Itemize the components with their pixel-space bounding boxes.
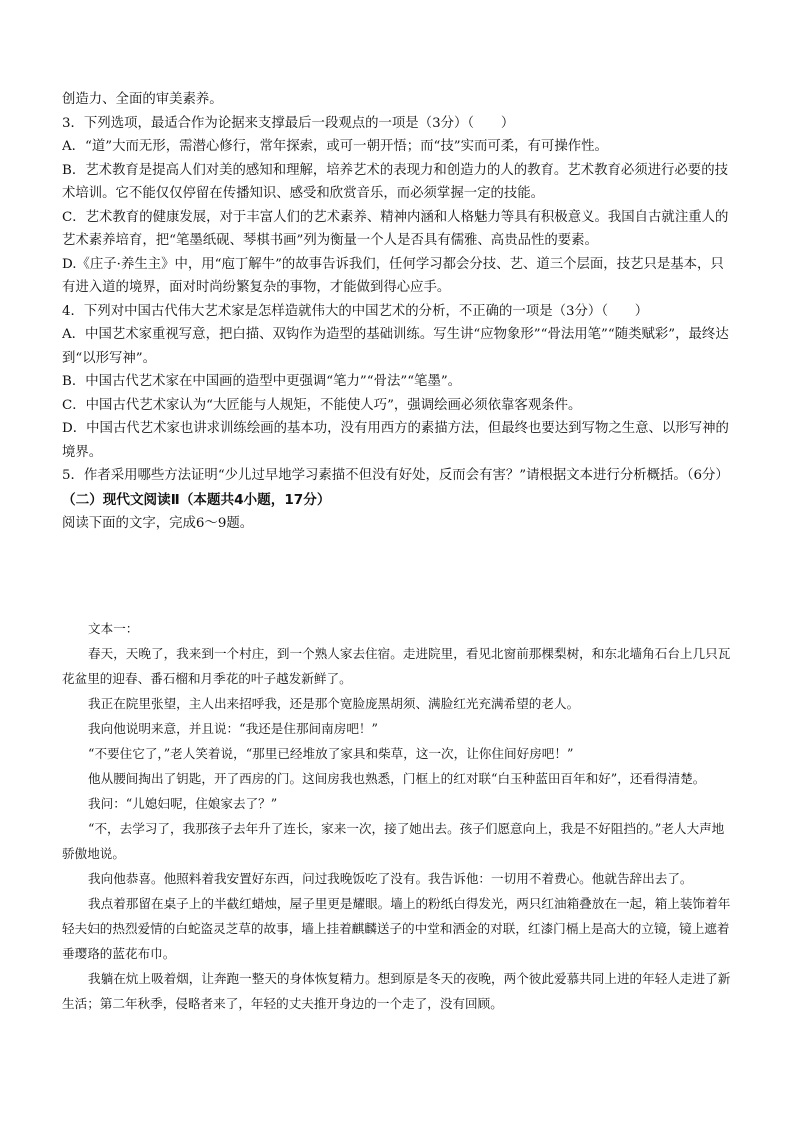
q3-stem: 3．下列选项，最适合作为论据来支撑最后一段观点的一项是（3分）（ ） xyxy=(62,115,515,131)
q4-option-d: D．中国古代艺术家也讲求训练绘画的基本功，没有用西方的素描方法，但最终也要达到写物之生意、以形写神的境界。 xyxy=(62,421,729,460)
q5-stem: 5．作者采用哪些方法证明“少儿过早地学习素描不但没有好处，反而会有害？”请根据文本进行分析概括。（6分） xyxy=(62,468,729,483)
story-text xyxy=(62,616,734,1016)
q3-option-d: D.《庄子·养生主》中，用“庖丁解牛”的故事告诉我们，任何学习都会分技、艺、道三个层面，技艺只是基本，只有进入道的境界，面对时尚纷繁复杂的事物，才能做到得心应手。 xyxy=(62,256,724,295)
story-label: 文本一： xyxy=(88,621,139,636)
story-paragraph: “不，去学习了，我那孩子去年升了连长，家来一次，接了她出去。孩子们愿意向上，我是不好阻挡的。”老人大声地骄傲地说。 xyxy=(62,821,725,861)
story-paragraph: 我正在院里张望，主人出来招呼我，还是那个宽脸庞黑胡须、满脸红光充满希望的老人。 xyxy=(88,696,580,711)
q4-option-c: C．中国古代艺术家认为“大匠能与人规矩，不能使人巧”，强调绘画必须依靠客观条件。 xyxy=(62,397,582,413)
q3-option-c: C．艺术教育的健康发展，对于丰富人们的艺术素养、精神内涵和人格魅力等具有积极意义。我国自古就注重人的艺术素养培育，把“笔墨纸砚、琴棋书画”列为衡量一个人是否具有儒雅、高贵品性的要素。 xyxy=(62,209,729,248)
story-paragraph: 我问：“儿媳妇呢，住娘家去了？” xyxy=(88,796,278,811)
story-paragraph: “不要住它了，”老人笑着说，“那里已经堆放了家具和柴草，这一次，让你住间好房吧！” xyxy=(88,746,574,761)
q3-option-b: B．艺术教育是提高人们对美的感知和理解，培养艺术的表现力和创造力的人的教育。艺术教育必须进行必要的技术培训。它不能仅仅停留在传播知识、感受和欣赏音乐，而必须掌握一定的技能。 xyxy=(62,162,728,201)
lead-line: 创造力、全面的审美素养。 xyxy=(62,92,223,107)
q4-option-b: B．中国古代艺术家在中国画的造型中更强调“笔力”“骨法”“笔墨”。 xyxy=(62,374,462,389)
story-paragraph: 我向他说明来意，并且说：“我还是住那间南房吧！” xyxy=(88,721,378,736)
story-paragraph: 我点着那留在桌子上的半截红蜡烛，屋子里更是耀眼。墙上的粉纸白得发光，两只红油箱叠放在一起，箱上装饰着年轻夫妇的热烈爱情的白蛇盗灵芝草的故事，墙上挂着麒麟送子的中堂和洒金的对联，红漆门槅上是高大的立镜，镜上遮着垂璎珞的蓝花布巾。 xyxy=(62,896,731,961)
story-paragraph: 我躺在炕上吸着烟，让奔跑一整天的身体恢复精力。想到原是冬天的夜晚，两个彼此爱慕共同上进的年轻人走进了新生活；第二年秋季，侵略者来了，年轻的丈夫推开身边的一个走了，没有回顾。 xyxy=(62,971,731,1011)
section-instruction: 阅读下面的文字，完成6～9题。 xyxy=(62,515,254,531)
q4-option-a: A．中国艺术家重视写意，把白描、双钩作为造型的基础训练。写生讲“应物象形”“骨法用笔”“随类赋彩”，最终达到“以形写神”。 xyxy=(62,327,729,366)
questions-block xyxy=(62,88,734,535)
story-paragraph: 春天，天晚了，我来到一个村庄，到一个熟人家去住宿。走进院里，看见北窗前那棵梨树，和东北墙角石台上几只瓦花盆里的迎春、番石榴和月季花的叶子越发新鲜了。 xyxy=(62,646,731,686)
section-heading: （二）现代文阅读Ⅱ（本题共4小题，17分） xyxy=(62,491,331,508)
q4-stem: 4．下列对中国古代伟大艺术家是怎样造就伟大的中国艺术的分析，不正确的一项是（3分）（ ） xyxy=(62,303,649,319)
story-paragraph: 他从腰间掏出了钥匙，开了西房的门。这间房我也熟悉，门框上的红对联“白玉种蓝田百年和好”，还看得清楚。 xyxy=(88,771,706,786)
story-paragraph: 我向他恭喜。他照料着我安置好东西，问过我晚饭吃了没有。我告诉他：一切用不着费心。他就告辞出去了。 xyxy=(88,871,693,886)
q3-option-a: A．“道”大而无形，需潜心修行，常年探索，或可一朝开悟；而“技”实而可柔，有可操作性。 xyxy=(62,139,608,154)
